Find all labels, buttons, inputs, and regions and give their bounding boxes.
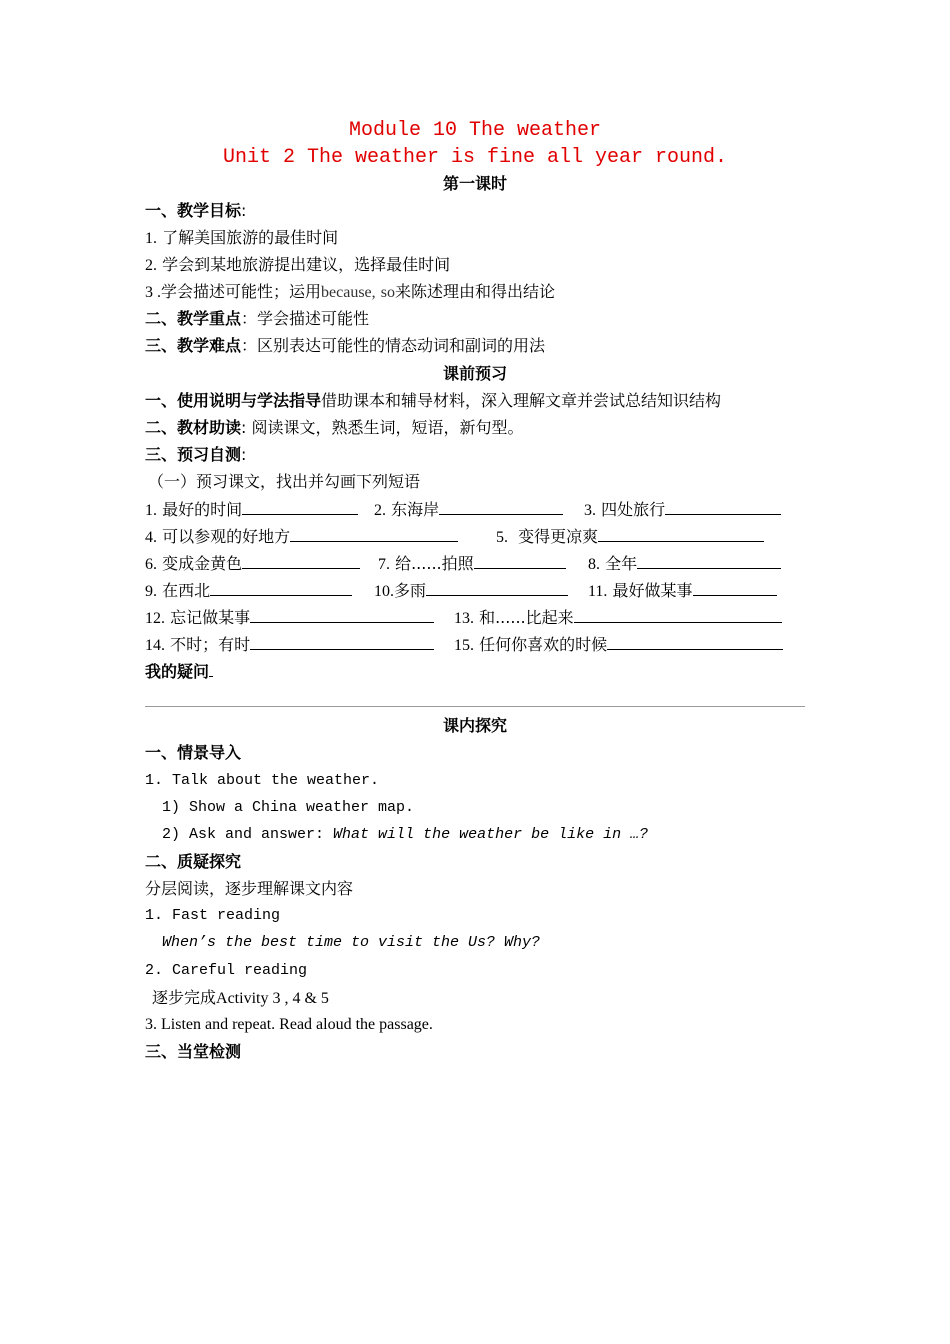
fast-reading: 1. Fast reading (145, 907, 281, 924)
module-title: Module 10 The weather (348, 119, 602, 142)
objective-item: 3 .学会描述可能性；运用because, so来陈述理由和得出结论 (145, 282, 555, 301)
careful-task: 逐步完成Activity 3 , 4 & 5 (152, 988, 329, 1007)
answer-blank[interactable] (209, 662, 213, 677)
scene-item: 1. Talk about the weather. (145, 772, 380, 789)
scene-heading: 一、情景导入 (145, 743, 242, 762)
answer-blank[interactable] (598, 527, 764, 542)
answer-blank[interactable] (250, 635, 434, 650)
phrase-item: 11. 最好做某事 (588, 581, 777, 602)
check-heading: 三、当堂检测 (145, 1042, 242, 1061)
listen-repeat: 3. Listen and repeat. Read aloud the passage. (145, 1016, 433, 1033)
question-label: 我的疑问 (145, 662, 213, 682)
selftest-heading: 三、预习自测: (145, 445, 247, 464)
objective-item: 2. 学会到某地旅游提出建议，选择最佳时间 (145, 255, 451, 274)
phrase-item: 6. 变成金黄色 (145, 554, 360, 575)
preview-title: 课前预习 (442, 364, 507, 383)
phrase-item: 13. 和......比起来 (454, 608, 782, 629)
phrase-item: 8. 全年 (588, 554, 781, 575)
answer-blank[interactable] (439, 500, 563, 515)
material-line: 二、教材助读: 阅读课文，熟悉生词，短语，新句型。 (145, 418, 524, 437)
phrase-item: 15. 任何你喜欢的时候 (454, 635, 783, 656)
phrase-item: 7. 给......拍照 (378, 554, 566, 575)
answer-blank[interactable] (242, 500, 358, 515)
answer-blank[interactable] (474, 554, 566, 569)
answer-blank[interactable] (574, 608, 782, 623)
answer-blank[interactable] (250, 608, 434, 623)
inquiry-intro: 分层阅读，逐步理解课文内容 (145, 879, 354, 898)
lesson-label: 第一课时 (442, 174, 507, 193)
divider-line (145, 706, 805, 707)
unit-title: Unit 2 The weather is fine all year round. (222, 146, 728, 169)
answer-blank[interactable] (693, 581, 777, 596)
difficulty: 三、教学难点：区别表达可能性的情态动词和副词的用法 (145, 336, 546, 355)
answer-blank[interactable] (426, 581, 568, 596)
answer-blank[interactable] (290, 527, 458, 542)
careful-reading: 2. Careful reading (145, 962, 308, 979)
scene-item: 2) Ask and answer: What will the weather be like in …? (162, 826, 649, 843)
answer-blank[interactable] (210, 581, 352, 596)
phrase-item: 3. 四处旅行 (584, 500, 781, 521)
fast-reading-question: When’s the best time to visit the Us? Why? (162, 934, 541, 951)
scene-item: 1) Show a China weather map. (162, 799, 415, 816)
objective-item: 1. 了解美国旅游的最佳时间 (145, 228, 339, 247)
answer-blank[interactable] (242, 554, 360, 569)
explore-title: 课内探究 (442, 716, 507, 735)
phrase-item: 1. 最好的时间 (145, 500, 358, 521)
inquiry-heading: 二、质疑探究 (145, 852, 242, 871)
selftest-task: （一）预习课文，找出并勾画下列短语 (148, 472, 421, 491)
key-point: 二、教学重点：学会描述可能性 (145, 309, 370, 328)
phrase-item: 5. 变得更凉爽 (496, 527, 764, 548)
objectives-heading: 一、教学目标: (145, 201, 247, 220)
phrase-item: 4. 可以参观的好地方 (145, 527, 458, 548)
answer-blank[interactable] (607, 635, 783, 650)
phrase-item: 9. 在西北 (145, 581, 352, 602)
phrase-item: 2. 东海岸 (374, 500, 563, 521)
guide-line: 一、使用说明与学法指导借助课本和辅导材料，深入理解文章并尝试总结知识结构 (145, 391, 722, 410)
phrase-item: 10.多雨 (374, 581, 568, 602)
phrase-item: 12. 忘记做某事 (145, 608, 434, 629)
answer-blank[interactable] (665, 500, 781, 515)
answer-blank[interactable] (637, 554, 781, 569)
phrase-item: 14. 不时；有时 (145, 635, 434, 656)
